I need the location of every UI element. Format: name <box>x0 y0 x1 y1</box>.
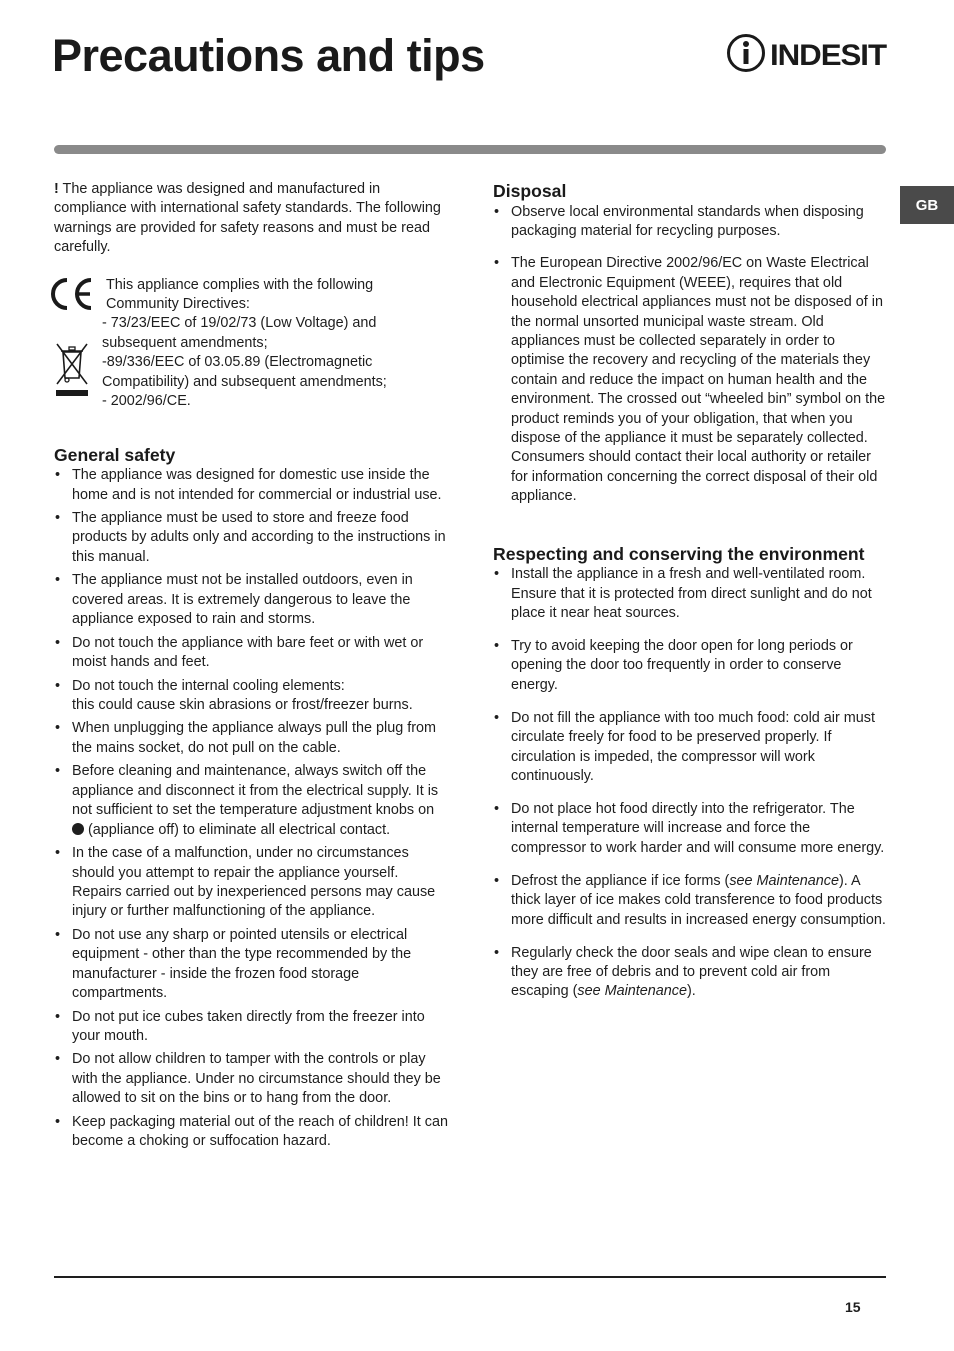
environment-list <box>493 565 888 1002</box>
list-item <box>493 944 888 1002</box>
list-item <box>54 677 448 716</box>
list-item-text: ). A thick layer of ice makes cold transference to food products more difficult and results in increased energy consumption. <box>511 872 886 928</box>
list-item-text: (appliance off) to eliminate all electrical contact. <box>88 821 391 838</box>
directive-line: - 2002/96/CE. <box>102 393 191 410</box>
page-number: 15 <box>845 1299 861 1315</box>
list-item <box>493 254 888 506</box>
list-item: • Observe local environmental standards when disposing packaging material for recycling purposes. <box>493 203 888 242</box>
list-item-text: Before cleaning and maintenance, always switch off the appliance and disconnect it from the electrical supply. It is not sufficient to set the temperature adjustment knobs on <box>72 763 439 819</box>
list-item-text: Defrost the appliance if ice forms ( <box>511 872 730 889</box>
list-item-text: The European Directive 2002/96/EC on Waste Electrical and Electronic Equipment (WEEE), requires that old household electrical appliances must not be disposed of in the normal unsorted municipal waste stream. Old appliances must be collected separately in order to optimise the recovery and recycling of the materials they contain and reduce the impact on human health and the environment. The crossed out “wheeled bin” symbol on the product reminds you of your obligation, that when you dispose of the appliance it must be separately collected. <box>511 255 886 446</box>
list-item: • Do not put ice cubes taken directly from the freezer into your mouth. <box>54 1008 448 1047</box>
list-item: • Do not allow children to tamper with the controls or play with the appliance. Under no circumstance should they be allowed to sit on the bins or to hang from the door. <box>54 1050 448 1108</box>
list-item: • The appliance must be used to store and freeze food products by adults only and according to the instructions in this manual. <box>54 509 448 567</box>
indesit-logo <box>726 33 888 73</box>
environment-heading: Respecting and conserving the environment <box>493 543 865 564</box>
left-column <box>54 180 448 1156</box>
warning-mark: ! <box>54 181 59 197</box>
directives-block <box>54 276 448 410</box>
list-item: • The appliance must not be installed outdoors, even in covered areas. It is extremely dangerous to leave the appliance exposed to rain and storms. <box>54 571 448 629</box>
disposal-heading: Disposal <box>493 181 567 201</box>
directive-line: This appliance complies with the following <box>106 276 374 293</box>
directive-line: -89/336/EEC of 03.05.89 (Electromagnetic <box>102 354 373 371</box>
disposal-list <box>493 203 888 507</box>
list-item: • Do not place hot food directly into the refrigerator. The internal temperature will increase and force the compressor to work harder and will consume more energy. <box>493 800 888 858</box>
off-position-symbol-icon <box>72 823 84 835</box>
directive-line: - 73/23/EEC of 19/02/73 (Low Voltage) and <box>102 315 377 332</box>
list-item: • Do not touch the appliance with bare feet or with wet or moist hands and feet. <box>54 634 448 673</box>
list-item: • Try to avoid keeping the door open for long periods or opening the door too frequently in order to conserve energy. <box>493 637 888 695</box>
list-item: • In the case of a malfunction, under no circumstances should you attempt to repair the appliance yourself. Repairs carried out by inexperienced persons may cause injury or further malfunctioning of the appliance. <box>54 844 448 922</box>
page-title: Precautions and tips <box>52 30 485 81</box>
list-item-text: Do not touch the internal cooling elements: <box>72 677 345 694</box>
right-column <box>493 180 888 1015</box>
directive-line: Compatibility) and subsequent amendments; <box>102 373 387 390</box>
directive-line: Community Directives: <box>106 296 250 313</box>
intro-text: The appliance was designed and manufactured in compliance with international safety standards. The following warnings are provided for safety reasons and must be read carefully. <box>54 181 441 256</box>
list-item-text: Regularly check the door seals and wipe clean to ensure they are free of debris and to prevent cold air from escaping ( <box>511 944 872 1000</box>
list-item <box>493 872 888 930</box>
language-tab: GB <box>900 186 954 224</box>
list-item: • Keep packaging material out of the reach of children! It can become a choking or suffocation hazard. <box>54 1113 448 1152</box>
crossed-wheeled-bin-icon <box>54 340 90 400</box>
general-safety-list <box>54 466 448 1151</box>
list-item: • When unplugging the appliance always pull the plug from the mains socket, do not pull on the cable. <box>54 719 448 758</box>
list-item: • Do not use any sharp or pointed utensils or electrical equipment - other than the type recommended by the manufacturer - inside the frozen food storage compartments. <box>54 926 448 1004</box>
list-item <box>54 762 448 840</box>
directive-line: subsequent amendments; <box>102 334 268 351</box>
footer-rule <box>54 1276 886 1278</box>
general-safety-heading: General safety <box>54 444 176 465</box>
list-item: • Do not fill the appliance with too much food: cold air must circulate freely for food to be preserved properly. If circulation is impeded, the compressor will work continuously. <box>493 709 888 787</box>
maintenance-reference: see Maintenance <box>577 983 688 1000</box>
intro-warning <box>54 180 448 258</box>
list-item: • Install the appliance in a fresh and well-ventilated room. Ensure that it is protected from direct sunlight and do not place it near heat sources. <box>493 565 888 623</box>
list-item: • The appliance was designed for domestic use inside the home and is not intended for commercial or industrial use. <box>54 466 448 505</box>
list-item-text: this could cause skin abrasions or frost/freezer burns. <box>72 696 413 713</box>
maintenance-reference: see Maintenance <box>729 872 839 889</box>
brand-name: INDESIT <box>770 39 887 72</box>
list-item-text: Consumers should contact their local authority or retailer for information concerning the correct disposal of their old appliance. <box>511 449 878 505</box>
header-rule <box>54 145 886 154</box>
list-item-text: ). <box>687 983 696 1000</box>
ce-mark-icon <box>46 276 96 312</box>
